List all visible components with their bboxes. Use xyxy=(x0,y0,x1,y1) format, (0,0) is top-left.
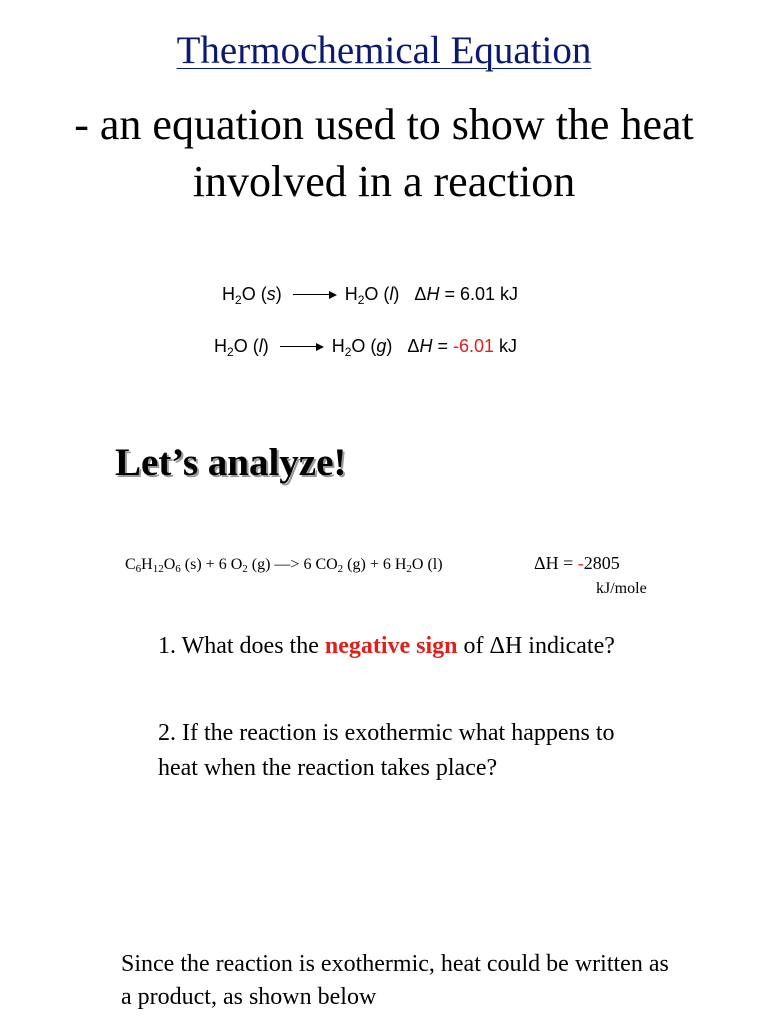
eq1-dh-value: 6.01 xyxy=(459,284,495,304)
rx-part: O (l) xyxy=(411,556,443,573)
eq2-reactant-tail: O ( xyxy=(233,336,259,356)
eq1-reactant-close: ) xyxy=(275,284,282,304)
eq2-delta: Δ xyxy=(407,336,420,356)
rx-part: C xyxy=(125,556,136,573)
dh-number: 2805 xyxy=(583,553,620,573)
eq1-product-tail: O ( xyxy=(364,284,390,304)
conclusion-text: Since the reaction is exothermic, heat could be written as a product, as shown below xyxy=(121,951,669,1010)
equation-ice-melting xyxy=(222,284,518,305)
q1-post: of ΔH indicate? xyxy=(457,633,615,659)
reaction-arrow-icon xyxy=(280,342,324,352)
eq1-product-close: ) xyxy=(393,284,400,304)
rx-sub: 6 xyxy=(135,563,142,575)
eq1-dh-eq: = xyxy=(439,284,460,304)
eq1-reactant-sub: 2 xyxy=(235,293,242,307)
rx-sub: 2 xyxy=(337,563,344,575)
eq1-dh-var: H xyxy=(426,284,440,304)
rx-part: (s) + 6 O xyxy=(180,556,243,573)
eq2-reactant-close: ) xyxy=(262,336,269,356)
eq2-product-close: ) xyxy=(386,336,393,356)
question-2: 2. If the reaction is exothermic what happens to heat when the reaction takes place? xyxy=(158,720,615,781)
rx-sub: 12 xyxy=(152,563,164,575)
eq2-product-sub: 2 xyxy=(344,345,352,359)
eq2-reactant-sub: 2 xyxy=(227,345,234,359)
eq2-dh-eq: = xyxy=(432,336,453,356)
reaction-arrow-icon xyxy=(293,290,337,300)
enthalpy-unit: kJ/mole xyxy=(596,580,647,597)
dh-label: ΔH = xyxy=(534,553,578,573)
eq1-reactant-tail: O ( xyxy=(241,284,267,304)
eq2-dh-unit: kJ xyxy=(494,336,518,356)
eq1-reactant-state: s xyxy=(266,284,276,304)
question-1 xyxy=(158,629,658,664)
rx-part: H xyxy=(141,556,153,573)
rx-part: (g) + 6 H xyxy=(343,556,407,573)
section-heading: Let’s analyze! xyxy=(115,441,347,484)
dh-sign: - xyxy=(577,553,584,573)
eq2-product: H xyxy=(331,336,345,356)
eq1-product-sub: 2 xyxy=(357,293,365,307)
eq2-product-tail: O ( xyxy=(351,336,377,356)
enthalpy-value xyxy=(534,553,620,574)
eq1-dh-unit: kJ xyxy=(495,284,519,304)
rx-part: (g) —> 6 CO xyxy=(247,556,338,573)
eq1-product-state: l xyxy=(389,284,394,304)
rx-sub: 6 xyxy=(175,563,181,575)
eq2-reactant: H xyxy=(214,336,227,356)
eq2-product-state: g xyxy=(376,336,387,356)
eq1-delta: Δ xyxy=(414,284,427,304)
q1-highlight: negative sign xyxy=(324,633,458,659)
rx-sub: 2 xyxy=(406,563,412,575)
page-title: Thermochemical Equation xyxy=(176,29,592,72)
eq1-product: H xyxy=(344,284,358,304)
eq2-dh-value: -6.01 xyxy=(452,336,494,356)
rx-part: O xyxy=(163,556,176,573)
q1-pre: 1. What does the xyxy=(158,633,325,659)
definition-text: - an equation used to show the heat involved in a reaction xyxy=(74,100,694,206)
eq2-reactant-state: l xyxy=(258,336,263,356)
eq2-dh-var: H xyxy=(419,336,433,356)
equation-water-boiling xyxy=(214,336,517,357)
eq1-reactant: H xyxy=(222,284,235,304)
rx-sub: 2 xyxy=(242,563,248,575)
combustion-equation xyxy=(125,556,443,574)
